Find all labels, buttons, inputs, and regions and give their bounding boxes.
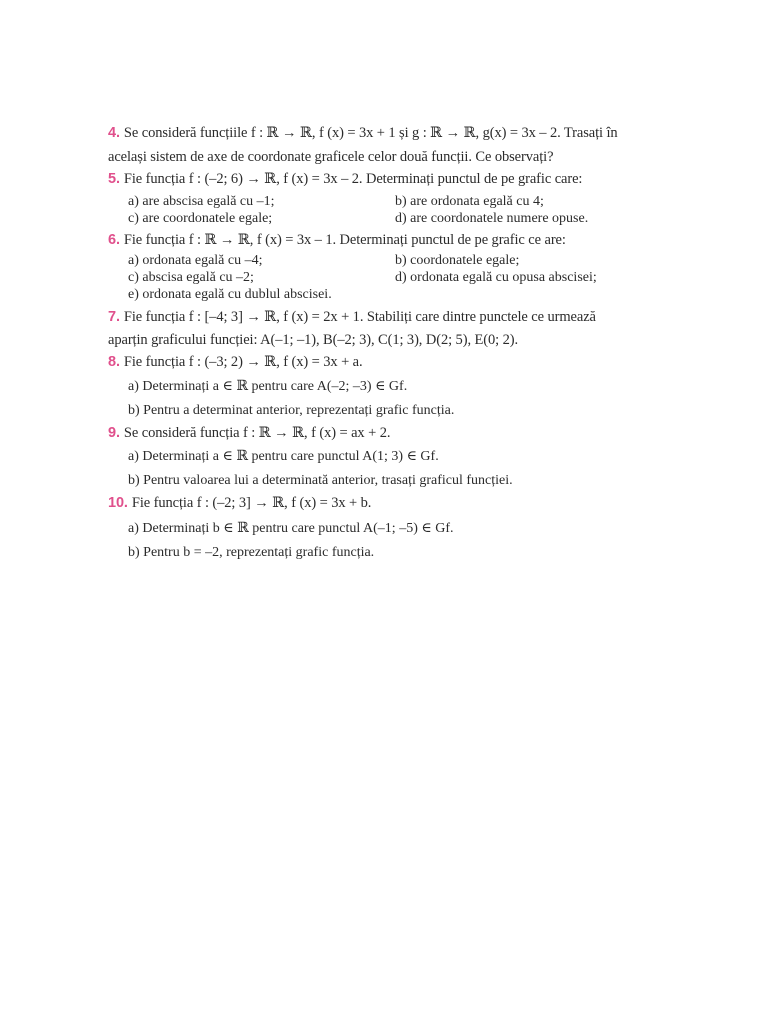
exercise-5-line-1 [108,170,582,188]
exercise-5-item-a: a) are abscisa egală cu –1; [128,194,275,209]
exercise-6-item-d: d) ordonata egală cu opusa abscisei; [395,270,597,285]
exercise-5-item-d: d) are coordonatele numere opuse. [395,211,589,226]
exercise-10-item-a: a) Determinați b ∈ ℝ pentru care punctul A(–1; –5) ∈ Gf. [128,521,454,536]
exercise-10-item-b: b) Pentru b = –2, reprezentați grafic funcția. [128,545,375,560]
exercise-number: 4. [108,125,120,141]
exercise-4-line-2: același sistem de axe de coordonate graficele celor două funcții. Ce observați? [108,149,554,165]
exercise-8-line-1 [108,353,363,371]
exercise-6-line-1 [108,231,566,249]
exercise-9-item-b: b) Pentru valoarea lui a determinată anterior, trasați graficul funcției. [128,473,513,488]
exercise-10-line-1 [108,494,371,512]
exercise-9-item-a: a) Determinați a ∈ ℝ pentru care punctul A(1; 3) ∈ Gf. [128,449,439,464]
exercise-number: 5. [108,171,120,187]
exercise-6-item-e: e) ordonata egală cu dublul abscisei. [128,287,332,302]
exercise-9-line-1 [108,424,390,442]
exercise-text: Se consideră funcțiile f : ℝ → ℝ, f (x) = 3x + 1 și g : ℝ → ℝ, g(x) = 3x – 2. Trasați în [123,125,618,141]
exercise-text: Fie funcția f : (–3; 2) → ℝ, f (x) = 3x + a. [123,354,363,370]
exercise-6-item-b: b) coordonatele egale; [395,253,520,268]
exercise-number: 7. [108,309,120,325]
exercise-5-item-c: c) are coordonatele egale; [128,211,273,226]
exercise-8-item-a: a) Determinați a ∈ ℝ pentru care A(–2; –3) ∈ Gf. [128,379,408,394]
exercise-8-item-b: b) Pentru a determinat anterior, reprezentați grafic funcția. [128,403,455,418]
exercise-number: 10. [108,495,128,511]
exercise-text: Fie funcția f : [–4; 3] → ℝ, f (x) = 2x + 1. Stabiliți care dintre punctele ce urmează [123,309,596,325]
exercise-7-line-2: aparțin graficului funcției: A(–1; –1), B(–2; 3), C(1; 3), D(2; 5), E(0; 2). [108,332,518,348]
exercise-number: 6. [108,232,120,248]
exercise-5-item-b: b) are ordonata egală cu 4; [395,194,544,209]
exercise-text: Fie funcția f : ℝ → ℝ, f (x) = 3x – 1. Determinați punctul de pe grafic ce are: [123,232,566,248]
exercise-text: Fie funcția f : (–2; 6) → ℝ, f (x) = 3x – 2. Determinați punctul de pe grafic care: [123,171,583,187]
exercise-6-item-c: c) abscisa egală cu –2; [128,270,254,285]
exercise-6-item-a: a) ordonata egală cu –4; [128,253,263,268]
exercise-7-line-1 [108,308,596,326]
exercise-text: Fie funcția f : (–2; 3] → ℝ, f (x) = 3x + b. [131,495,372,511]
exercise-number: 8. [108,354,120,370]
exercise-text: Se consideră funcția f : ℝ → ℝ, f (x) = ax + 2. [123,425,391,441]
exercise-number: 9. [108,425,120,441]
exercise-4-line-1 [108,124,618,142]
